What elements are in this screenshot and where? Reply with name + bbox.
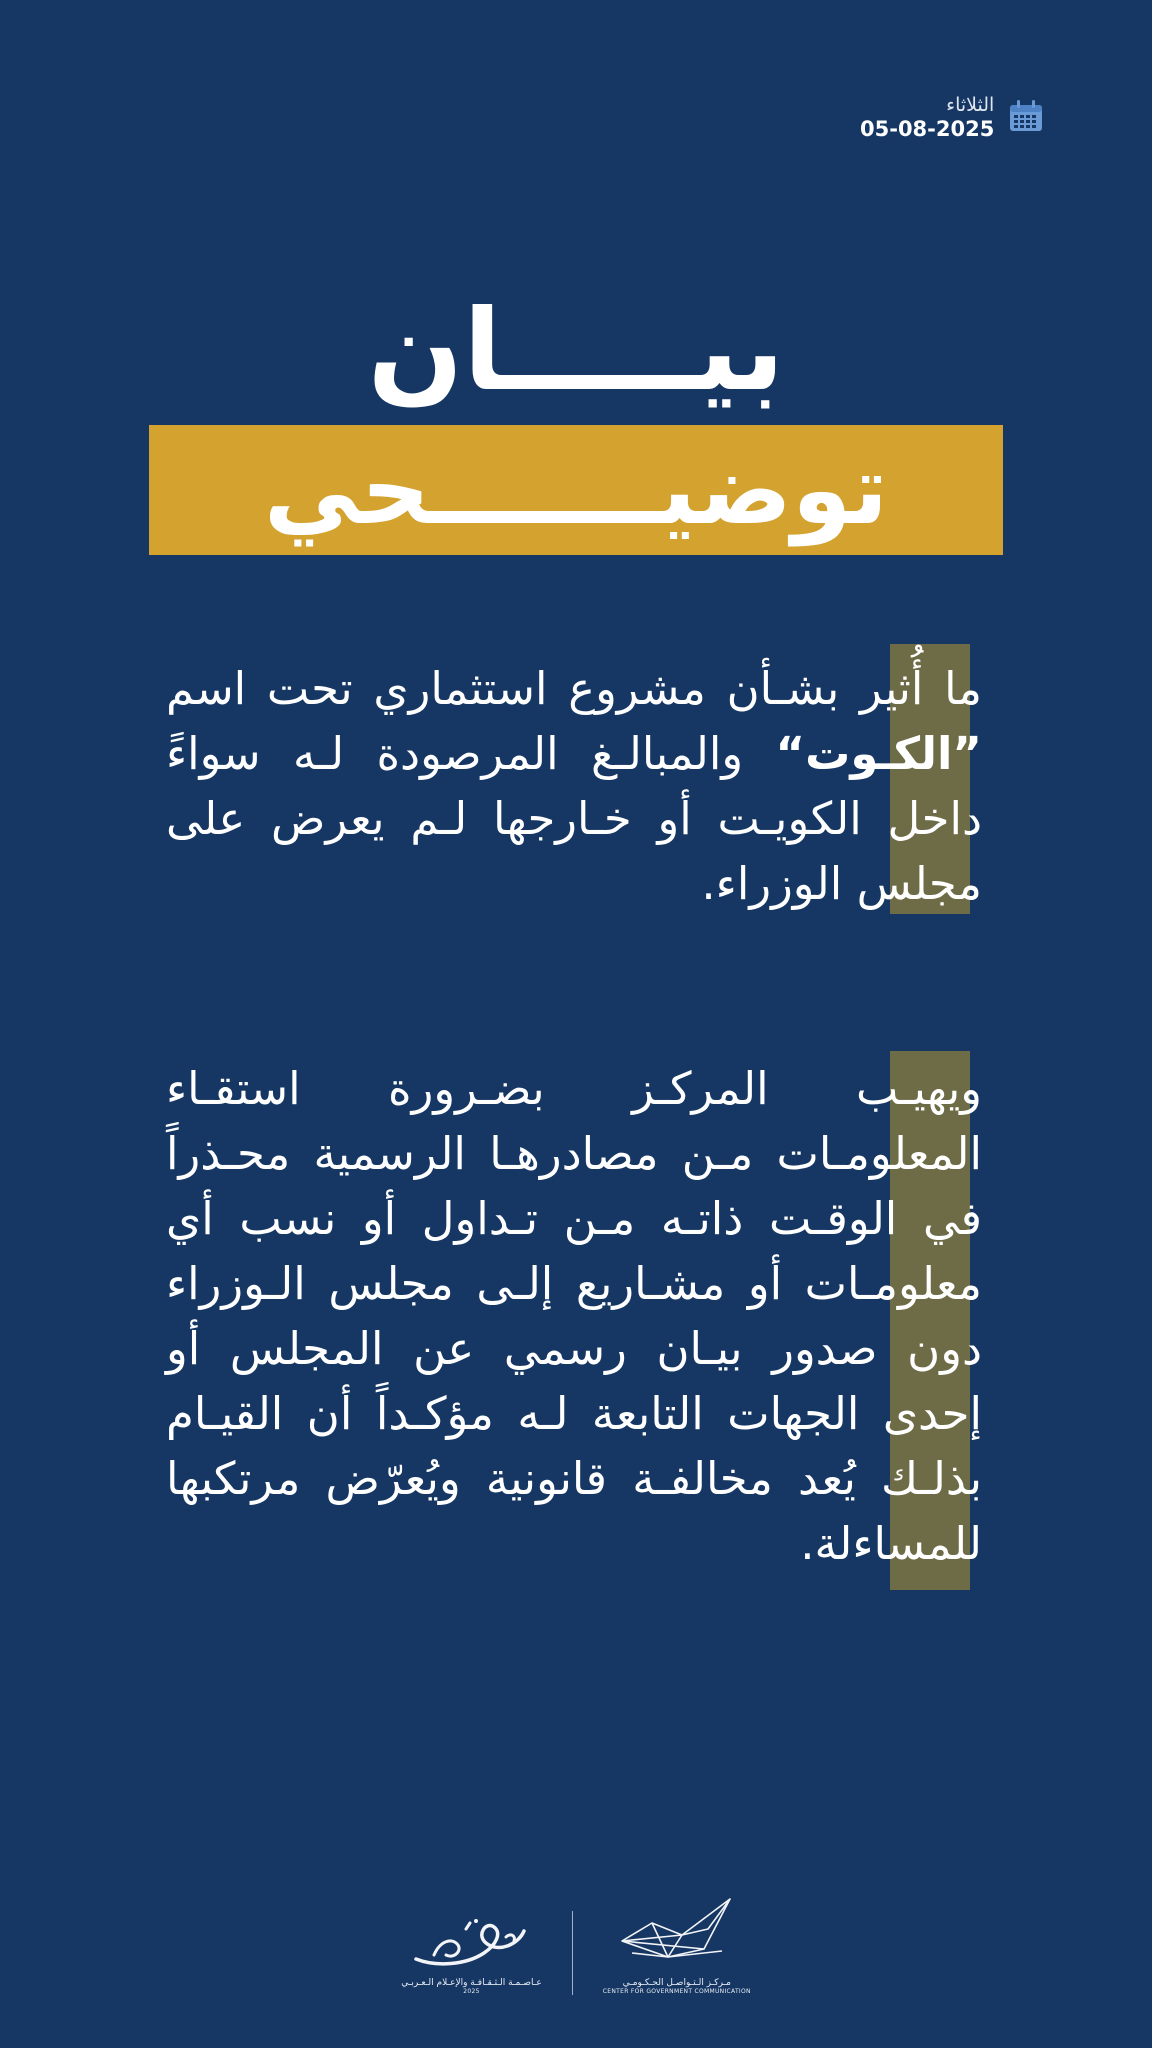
date-text <box>860 94 994 142</box>
gov-communication-caption: مـركـز الـتـواصـل الحـكـومـي <box>622 1978 731 1988</box>
footer-divider <box>572 1911 573 1995</box>
date-day: الثلاثاء <box>946 94 995 116</box>
footer-logos <box>0 1895 1152 1995</box>
culture-capital-caption: عـاصـمـة الـثـقـافـة والإعـلام الـعـربـي <box>401 1978 542 1988</box>
paragraph-1-before: ما أُثير بشـأن مشروع استثماري تحت اسم <box>166 662 982 715</box>
gov-communication-logo <box>603 1895 751 1995</box>
paragraph-1-highlight: ”الكـوت“ <box>775 727 982 780</box>
page-title: بيـــــان <box>367 286 785 416</box>
page-subtitle: توضيـــــــحي <box>263 434 889 546</box>
paragraph-1-after: والمبالـغ المرصودة لـه سواءً داخل الكويـت أو خـارجها لـم يعرض على مجلس الوزراء. <box>166 727 982 910</box>
date-value: 05-08-2025 <box>860 116 995 141</box>
title-band <box>149 425 1003 555</box>
paragraph-2: ويهيـب المركـز بضـرورة استقـاء المعلومـات مـن مصادرهـا الرسمية محـذراً في الوقـت ذاتـه مـن تـداول أو نسب أي معلومـات أو مشـاريع إلـى مجلس الـوزراء دون صدور بيـان رسمي عن المجلس أو إحدى الجهات التابعة لـه مؤكـداً أن القيـام بذلـك يُعد مخالفـة قانونية ويُعرّض مرتكبها للمساءلة. <box>166 1062 982 1570</box>
culture-capital-year: 2025 <box>463 1988 480 1995</box>
gov-communication-caption-en: CENTER FOR GOVERNMENT COMMUNICATION <box>602 1988 751 1995</box>
date-block <box>860 94 1044 142</box>
paragraph-1 <box>166 656 982 916</box>
culture-capital-logo <box>401 1915 542 1995</box>
calendar-icon <box>1008 99 1044 137</box>
